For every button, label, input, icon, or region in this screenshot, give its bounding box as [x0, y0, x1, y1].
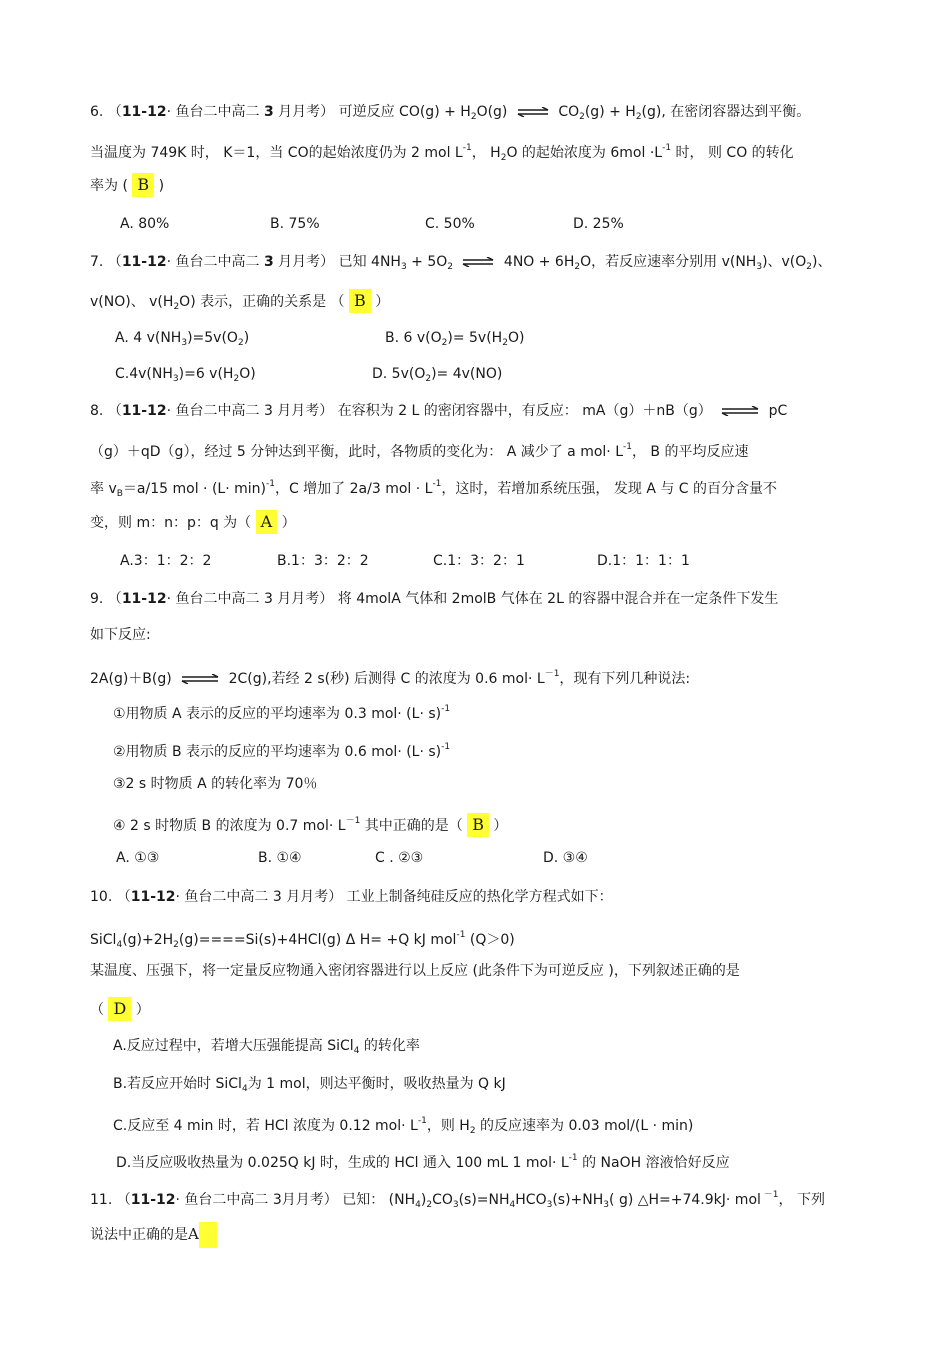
q7-answer-highlight: B [349, 289, 371, 313]
q7-line1: 7. （11-12· 鱼台二中高二 3 月月考） 已知 $4NH_3 + 5O_2$ $4NO + 6H_2O$，若反应速率分别用 $v(NH_3)$、$v(O_2)$、 [90, 254, 832, 272]
q7-option-d: D. $5v(O_2)= 4v(NO)$ [372, 366, 503, 384]
reversible-arrow-icon [516, 107, 550, 117]
q6-answer-highlight: B [132, 173, 154, 197]
q9-statement-3: ③2 s 时物质 A 的转化率为 70％ [113, 776, 318, 792]
q8-option-c: C.1：3：2：1 [433, 553, 525, 569]
q8-line2: （g）＋qD（g），经过 5 分钟达到平衡，此时，各物质的变化为： A 减少了 a $mol\cdot L^{-1}$， B 的平均反应速 [90, 442, 749, 460]
q10-option-a: A.反应过程中，若增大压强能提高 SiCl$_4$ 的转化率 [113, 1038, 420, 1056]
q7-line2: v(NO)、 $v(H_2O)$ 表示，正确的关系是 （ B ） [90, 291, 390, 312]
q10-line2: $SiCl_4(g)+2H_2(g)====Si(s)+4HCl(g)$ Δ H= +Q kJ mol$^{-1}$ (Q＞0) [90, 930, 515, 950]
q9-statement-1: ①用物质 A 表示的反应的平均速率为 0.3 $mol\cdot (L\cdot s)^{-1}$ [113, 704, 451, 722]
q10-option-d: D.当反应吸收热量为 0.025Q kJ 时，生成的 HCl 通入 100 mL 1 $mol\cdot L^{-1}$ 的 NaOH 溶液恰好反应 [116, 1153, 730, 1171]
q6-option-c: C. 50% [425, 216, 475, 232]
q9-line1: 9. （11-12· 鱼台二中高二 3 月月考） 将 4molA 气体和 2molB 气体在 2L 的容器中混合并在一定条件下发生 [90, 591, 779, 607]
reversible-arrow-icon [180, 674, 220, 684]
q6-option-b: B. 75% [270, 216, 320, 232]
q6-option-d: D. 25% [573, 216, 624, 232]
q9-line3: 2A(g)＋B(g) 2C(g),若经 2 s(秒) 后测得 C 的浓度为 0.6 $mol\cdot L^{-1}$，现有下列几种说法: [90, 669, 691, 687]
q9-answer-highlight: B [467, 813, 489, 837]
q10-option-c: C.反应至 4 min 时，若 HCl 浓度为 0.12 $mol\cdot L^{-1}$，则 $H_2$ 的反应速率为 0.03 mol/(L · min) [113, 1116, 694, 1136]
q8-line3: 率 $v_B=a/15$ mol · $(L\cdot \min)^{-1}$，C 增加了 2a/3 mol · $L^{-1}$，这时，若增加系统压强， 发现 A 与 C 的百分含量不 [90, 479, 778, 499]
q7-option-b: B. 6 $v(O_2)= 5v(H_2O)$ [385, 330, 525, 348]
q6-line3: 率为 ( B ) [90, 173, 164, 197]
q9-option-b: B. ①④ [258, 850, 302, 866]
q11-answer: A [188, 1225, 199, 1243]
q10-line3: 某温度、压强下，将一定量反应物通入密闭容器进行以上反应 (此条件下为可逆反应 )，下列叙述正确的是 [90, 963, 740, 979]
reversible-arrow-icon [720, 406, 760, 416]
q10-line4: （ D ） [90, 997, 150, 1021]
q9-option-c: C . ②③ [375, 850, 424, 866]
q8-option-b: B.1：3：2：2 [277, 553, 369, 569]
q8-option-a: A.3：1：2：2 [120, 553, 212, 569]
q6-line1: 6. （11-12· 鱼台二中高二 3 月月考） 可逆反应 $CO(g) + H_2O(g)$ $CO_2(g) + H_2(g)$, 在密闭容器达到平衡。 [90, 104, 811, 122]
q11-line2: 说法中正确的是A [90, 1222, 217, 1248]
q8-line1: 8. （11-12· 鱼台二中高二 3 月月考） 在容积为 2 L 的密闭容器中，有反应： mA（g）＋nB（g） pC [90, 403, 788, 419]
q6-line2: 当温度为 749K 时， K＝1，当 CO的起始浓度仍为 2 mol $L^{-1}$， $H_2O$ 的起始浓度为 $6mol \cdot L^{-1}$ 时， 则 CO 的转化 [90, 143, 794, 163]
reversible-arrow-icon [461, 257, 495, 267]
q7-option-c: $C.4v(NH_3)=6$ $v(H_2O)$ [115, 366, 256, 384]
q9-option-d: D. ③④ [543, 850, 588, 866]
q9-statement-2: ②用物质 B 表示的反应的平均速率为 0.6 $mol\cdot (L\cdot s)^{-1}$ [113, 742, 451, 760]
q8-option-d: D.1：1：1：1 [597, 553, 690, 569]
q7-option-a: A. 4 $v(NH_3)=5v(O_2)$ [115, 330, 250, 348]
q8-line4: 变，则 m：n：p：q 为（ A ） [90, 510, 296, 534]
q8-answer-highlight: A [256, 510, 278, 534]
q10-option-b: B.若反应开始时 SiCl$_4$为 1 mol，则达平衡时，吸收热量为 Q kJ [113, 1076, 506, 1094]
q11-answer-highlight [199, 1222, 217, 1248]
q9-line2: 如下反应: [90, 627, 151, 643]
q6-option-a: A. 80% [120, 216, 170, 232]
q9-statement-4: ④ 2 s 时物质 B 的浓度为 0.7 $mol\cdot L^{-1}$ 其中正确的是（ B ） [113, 811, 507, 837]
q10-answer-highlight: D [108, 997, 131, 1021]
q9-option-a: A. ①③ [116, 850, 160, 866]
q11-line1: 11. （11-12· 鱼台二中高二 3月月考） 已知： $(NH_4)_2CO_3(s)=NH_4HCO_3(s)+NH_3$( g) △H=+74.9kJ· mol $^{-1}$， 下列 [90, 1190, 825, 1210]
q10-line1: 10. （11-12· 鱼台二中高二 3 月月考） 工业上制备纯硅反应的热化学方程式如下： [90, 889, 613, 905]
